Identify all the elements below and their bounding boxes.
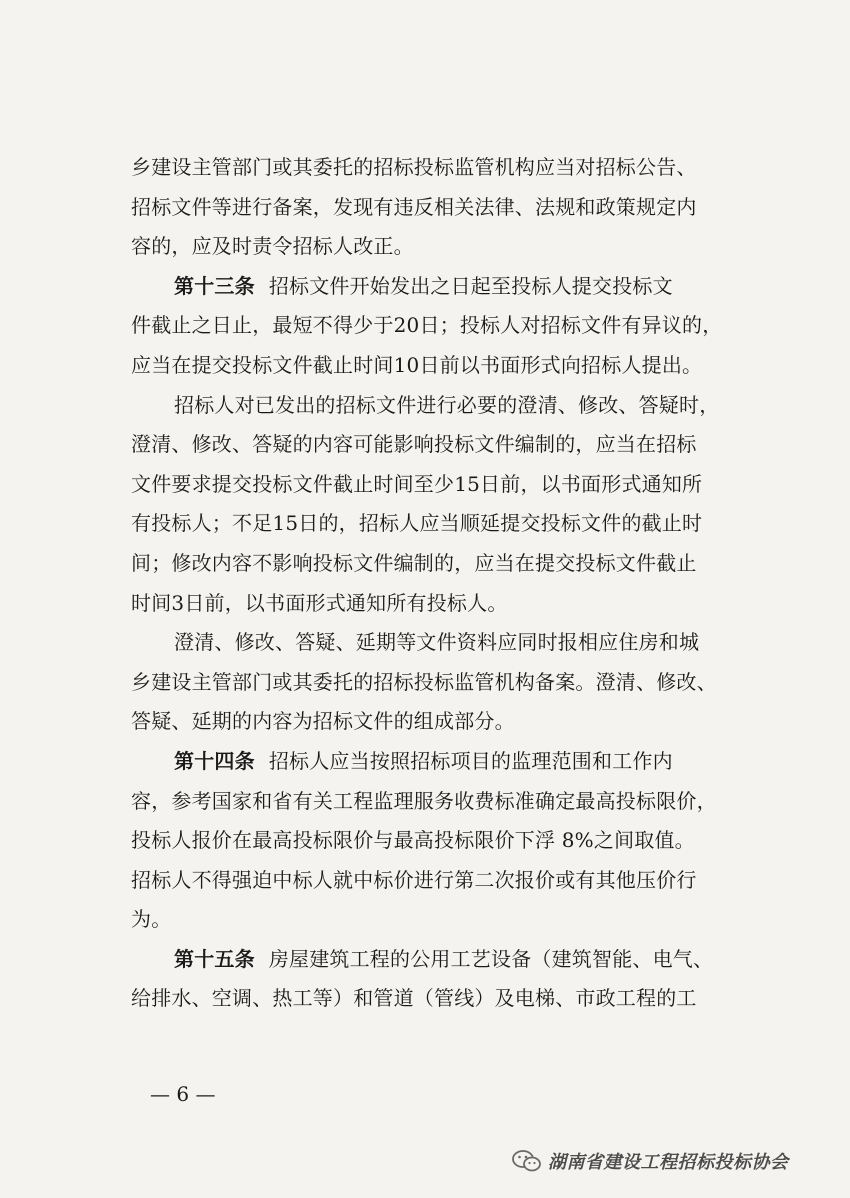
line-text: 澄清、修改、答疑、延期等文件资料应同时报相应住房和城 (174, 630, 700, 655)
line-text: 招标文件等进行备案，发现有违反相关法律、法规和政策规定内 (131, 194, 697, 219)
line-text: 招标人不得强迫中标人就中标价进行第二次报价或有其他压价行 (131, 867, 697, 892)
watermark (512, 1148, 789, 1174)
text-line (131, 782, 751, 822)
text-line (131, 623, 751, 663)
text-line (131, 821, 751, 861)
line-text: 答疑、延期的内容为招标文件的组成部分。 (131, 709, 515, 734)
line-text: 时间3日前，以书面形式通知所有投标人。 (131, 590, 508, 615)
line-text: 乡建设主管部门或其委托的招标投标监管机构备案。澄清、修改、 (131, 669, 717, 694)
line-text: 有投标人；不足15日的，招标人应当顺延提交投标文件的截止时 (131, 511, 703, 536)
text-line (131, 504, 751, 544)
text-line (131, 386, 751, 426)
text-line (131, 940, 751, 980)
text-line (131, 465, 751, 505)
line-text: 文件要求提交投标文件截止时间至少15日前，以书面形式通知所 (131, 471, 703, 496)
article-heading: 第十四条 (174, 748, 255, 773)
body-text (131, 148, 751, 1019)
line-text: 件截止之日止，最短不得少于20日；投标人对招标文件有异议的， (131, 313, 723, 338)
text-line (131, 663, 751, 703)
page-number: — 6 — (150, 1082, 216, 1106)
text-line (131, 425, 751, 465)
line-text: 招标人对已发出的招标文件进行必要的澄清、修改、答疑时， (174, 392, 720, 417)
line-text: 给排水、空调、热工等）和管道（管线）及电梯、市政工程的工 (131, 986, 697, 1011)
line-text: 招标人应当按照招标项目的监理范围和工作内 (268, 748, 673, 773)
text-line (131, 188, 751, 228)
line-text: 容的，应及时责令招标人改正。 (131, 234, 414, 259)
wechat-icon (512, 1149, 542, 1173)
text-line (131, 702, 751, 742)
line-text: 房屋建筑工程的公用工艺设备（建筑智能、电气、 (268, 946, 714, 971)
text-line (131, 306, 751, 346)
line-text: 澄清、修改、答疑的内容可能影响投标文件编制的，应当在招标 (131, 432, 697, 457)
text-line (131, 584, 751, 624)
line-text: 乡建设主管部门或其委托的招标投标监管机构应当对招标公告、 (131, 155, 697, 179)
text-line (131, 346, 751, 386)
line-text: 应当在提交投标文件截止时间10日前以书面形式向招标人提出。 (131, 352, 703, 377)
text-line (131, 227, 751, 267)
line-text: 招标文件开始发出之日起至投标人提交投标文 (268, 273, 673, 298)
line-text: 为。 (131, 907, 172, 932)
line-text: 间；修改内容不影响投标文件编制的，应当在提交投标文件截止 (131, 550, 697, 575)
text-line (131, 544, 751, 584)
text-line (131, 742, 751, 782)
line-text: 容，参考国家和省有关工程监理服务收费标准确定最高投标限价， (131, 788, 717, 813)
text-line (131, 861, 751, 901)
text-line (131, 148, 751, 188)
line-text: 投标人报价在最高投标限价与最高投标限价下浮 8%之间取值。 (131, 828, 695, 853)
text-line (131, 900, 751, 940)
article-heading: 第十五条 (174, 946, 255, 971)
watermark-text: 湖南省建设工程招标投标协会 (548, 1152, 789, 1173)
text-line (131, 267, 751, 307)
article-heading: 第十三条 (174, 273, 255, 298)
text-line (131, 979, 751, 1019)
